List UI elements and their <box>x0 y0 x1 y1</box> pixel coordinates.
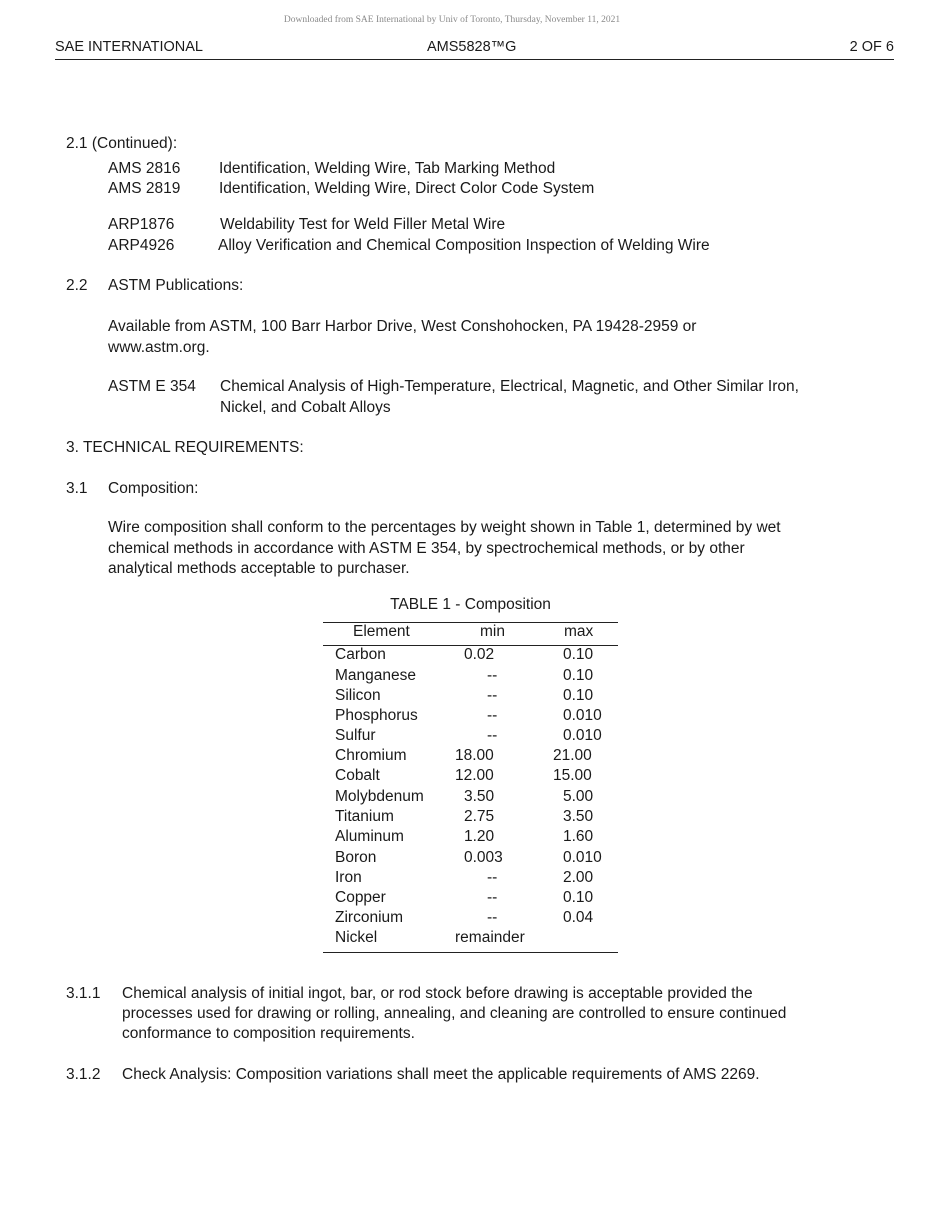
ref-code: ASTM E 354 <box>108 378 196 395</box>
column-header-min: min <box>480 623 505 640</box>
cell-max: 0.04 <box>563 909 594 926</box>
page-header <box>55 39 894 59</box>
cell-max: 3.50 <box>563 808 594 825</box>
column-header-max: max <box>564 623 594 640</box>
ref-title: Nickel, and Cobalt Alloys <box>220 399 391 416</box>
header-organization: SAE INTERNATIONAL <box>55 39 203 55</box>
table-row <box>323 667 618 687</box>
cell-max: 0.010 <box>563 727 602 744</box>
paragraph-line: Check Analysis: Composition variations shall meet the applicable requirements of AMS 2269. <box>122 1066 760 1083</box>
cell-max: 0.10 <box>563 666 594 684</box>
ref-title: Identification, Welding Wire, Tab Marking Method <box>219 160 556 177</box>
cell-min: -- <box>487 727 498 744</box>
table-row <box>323 646 618 666</box>
paragraph-line: processes used for drawing or rolling, annealing, and cleaning are controlled to ensure continued <box>122 1005 787 1022</box>
table-row <box>323 707 618 727</box>
composition-table <box>323 622 618 954</box>
table-row <box>323 727 618 747</box>
header-page-number: 2 OF 6 <box>849 39 894 55</box>
section-3-1-number: 3.1 <box>66 480 88 497</box>
cell-min: 0.02 <box>464 646 495 663</box>
cell-element: Aluminum <box>335 828 404 845</box>
cell-max: 5.00 <box>563 788 594 805</box>
cell-max: 21.00 <box>553 747 592 764</box>
cell-min: 2.75 <box>464 808 495 825</box>
cell-element: Phosphorus <box>335 706 418 724</box>
cell-min: -- <box>487 686 498 704</box>
section-3-1-1-number: 3.1.1 <box>66 985 101 1002</box>
section-3-1-2-number: 3.1.2 <box>66 1066 101 1083</box>
table-row <box>323 929 618 949</box>
table-row <box>323 788 618 808</box>
table-row <box>323 767 618 787</box>
cell-min: 18.00 <box>455 747 494 764</box>
cell-min: remainder <box>455 929 525 946</box>
cell-element: Chromium <box>335 747 407 764</box>
cell-max: 0.10 <box>563 686 594 704</box>
paragraph-line: chemical methods in accordance with ASTM E 354, by spectrochemical methods, or by other <box>108 540 745 557</box>
table-row <box>323 828 618 848</box>
cell-max: 0.010 <box>563 848 602 866</box>
cell-min: -- <box>487 666 498 684</box>
table-title: TABLE 1 - Composition <box>390 596 551 613</box>
section-2-2-heading: ASTM Publications: <box>108 277 244 294</box>
ref-code: ARP4926 <box>108 237 175 254</box>
paragraph-line: conformance to composition requirements. <box>122 1025 415 1042</box>
cell-element: Copper <box>335 889 386 906</box>
cell-max: 1.60 <box>563 828 594 845</box>
cell-element: Carbon <box>335 646 386 663</box>
section-3-1-heading: Composition: <box>108 480 199 497</box>
table-row <box>323 849 618 869</box>
table-row <box>323 909 618 929</box>
cell-min: -- <box>487 909 498 926</box>
cell-element: Manganese <box>335 666 417 684</box>
cell-element: Boron <box>335 848 377 866</box>
paragraph-line: Chemical analysis of initial ingot, bar, or rod stock before drawing is acceptable provided the <box>122 985 753 1002</box>
astm-availability-line: Available from ASTM, 100 Barr Harbor Drive, West Conshohocken, PA 19428-2959 or <box>108 318 697 335</box>
table-row <box>323 747 618 767</box>
ref-title: Weldability Test for Weld Filler Metal Wire <box>220 216 506 233</box>
cell-max: 0.10 <box>563 889 594 906</box>
cell-min: 0.003 <box>464 848 503 866</box>
cell-element: Iron <box>335 869 362 886</box>
cell-min: -- <box>487 706 498 724</box>
cell-element: Nickel <box>335 929 378 946</box>
table-row <box>323 889 618 909</box>
cell-element: Zirconium <box>335 909 404 926</box>
section-2-2-number: 2.2 <box>66 277 88 294</box>
cell-min: 3.50 <box>464 788 495 805</box>
cell-min: 12.00 <box>455 767 494 784</box>
section-2-1-heading: 2.1 (Continued): <box>66 135 178 152</box>
download-note: Downloaded from SAE International by Univ of Toronto, Thursday, November 11, 2021 <box>283 15 621 25</box>
ref-code: AMS 2819 <box>108 180 181 197</box>
cell-element: Titanium <box>335 808 394 825</box>
astm-availability-line: www.astm.org. <box>108 339 210 356</box>
table-row <box>323 808 618 828</box>
section-3-heading: 3. TECHNICAL REQUIREMENTS: <box>66 439 304 456</box>
cell-element: Molybdenum <box>335 788 424 805</box>
cell-element: Sulfur <box>335 727 376 744</box>
ref-title: Alloy Verification and Chemical Composition Inspection of Welding Wire <box>218 237 710 254</box>
cell-min: -- <box>487 889 498 906</box>
table-row <box>323 869 618 889</box>
cell-element: Silicon <box>335 686 381 704</box>
table-row <box>323 687 618 707</box>
ref-code: ARP1876 <box>108 216 175 233</box>
ref-title: Chemical Analysis of High-Temperature, Electrical, Magnetic, and Other Similar Iron, <box>220 378 799 395</box>
paragraph-line: analytical methods acceptable to purchaser. <box>108 560 410 577</box>
ref-code: AMS 2816 <box>108 160 181 177</box>
table-rule-bottom <box>323 952 618 953</box>
ref-title: Identification, Welding Wire, Direct Color Code System <box>219 180 595 197</box>
column-header-element: Element <box>353 623 410 640</box>
cell-max: 0.010 <box>563 706 602 724</box>
paragraph-line: Wire composition shall conform to the percentages by weight shown in Table 1, determined by wet <box>108 519 781 536</box>
cell-max: 2.00 <box>563 869 594 886</box>
cell-min: -- <box>487 869 498 886</box>
cell-max: 0.10 <box>563 646 594 663</box>
header-document-id: AMS5828™G <box>427 39 517 55</box>
cell-min: 1.20 <box>464 828 495 845</box>
header-rule <box>55 59 894 60</box>
cell-element: Cobalt <box>335 767 380 784</box>
cell-max: 15.00 <box>553 767 592 784</box>
